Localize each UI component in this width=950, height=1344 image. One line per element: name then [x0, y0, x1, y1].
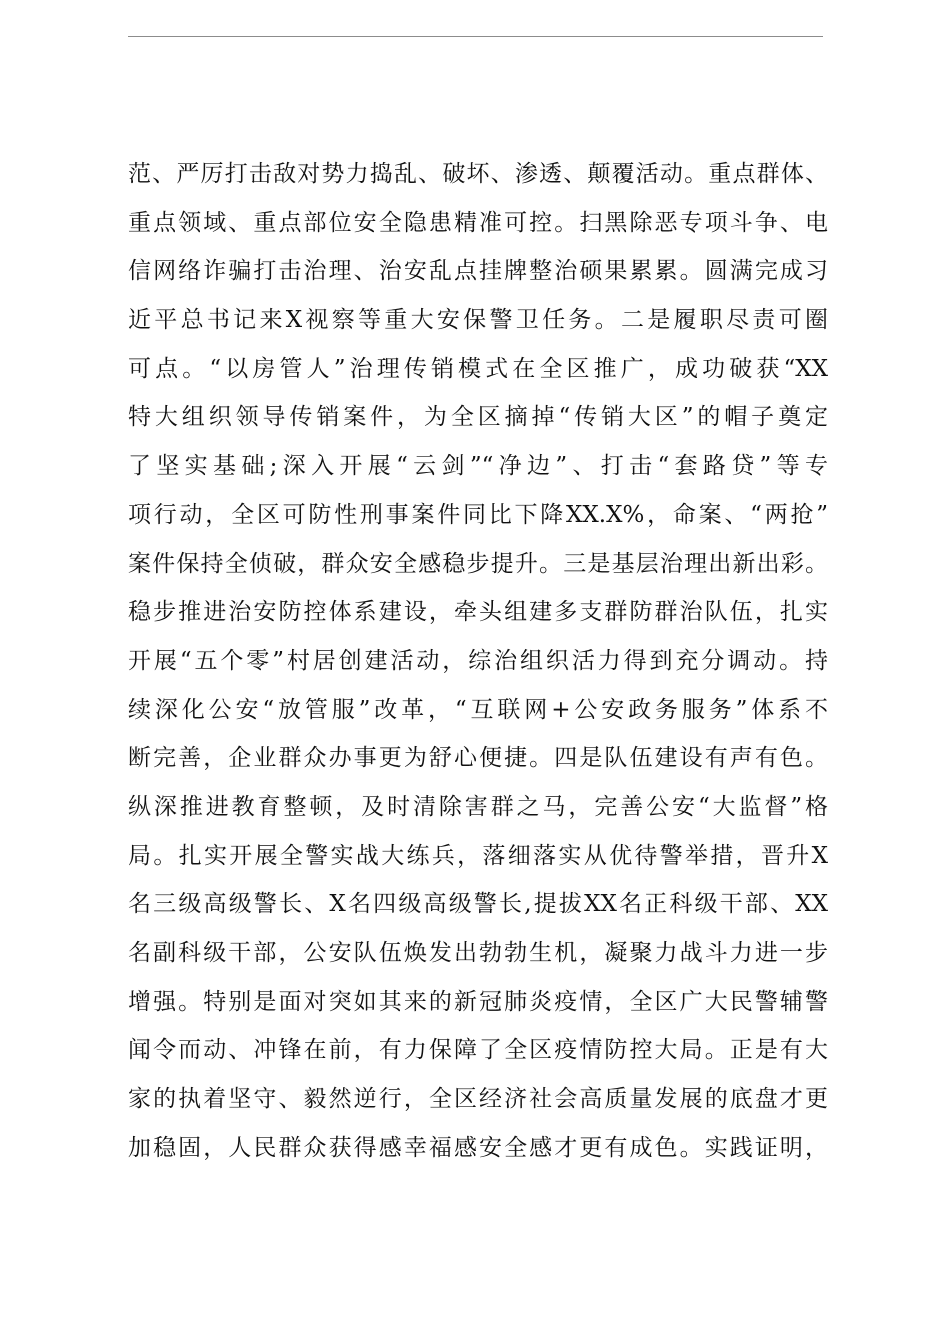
text-line: 纵深推进教育整顿，及时清除害群之马，完善公安“大监督”格 [128, 793, 828, 820]
text-line: 断完善，企业群众办事更为舒心便捷。四是队伍建设有声有色。 [128, 745, 828, 772]
text-line: 增强。特别是面对突如其来的新冠肺炎疫情，全区广大民警辅警 [128, 988, 828, 1015]
text-line: 稳步推进治安防控体系建设，牵头组建多支群防群治队伍，扎实 [128, 599, 828, 626]
text-line: 家的执着坚守、毅然逆行，全区经济社会高质量发展的底盘才更 [128, 1086, 828, 1113]
text-line: 特大组织领导传销案件，为全区摘掉“传销大区”的帽子奠定 [128, 404, 828, 431]
header-rule [128, 36, 823, 37]
text-line: 闻令而动、冲锋在前，有力保障了全区疫情防控大局。正是有大 [128, 1037, 828, 1064]
text-line: 开展“五个零”村居创建活动，综治组织活力得到充分调动。持 [128, 647, 828, 674]
text-line: 案件保持全侦破，群众安全感稳步提升。三是基层治理出新出彩。 [128, 550, 828, 577]
body-text [128, 150, 828, 1172]
text-line: 近平总书记来X视察等重大安保警卫任务。二是履职尽责可圈 [128, 307, 828, 334]
text-line: 项行动，全区可防性刑事案件同比下降XX.X%，命案、“两抢” [128, 501, 828, 528]
text-line: 局。扎实开展全警实战大练兵，落细落实从优待警举措，晋升X [128, 842, 828, 869]
text-line: 名三级高级警长、X名四级高级警长,提拔XX名正科级干部、XX [128, 891, 828, 918]
text-line: 范、严厉打击敌对势力捣乱、破坏、渗透、颠覆活动。重点群体、 [128, 161, 828, 187]
text-line: 信网络诈骗打击治理、治安乱点挂牌整治硕果累累。圆满完成习 [128, 258, 828, 285]
text-line: 续深化公安“放管服”改革，“互联网+公安政务服务”体系不 [128, 696, 828, 723]
text-line: 了坚实基础;深入开展“云剑”“净边”、打击“套路贷”等专 [128, 453, 828, 480]
text-line: 加稳固，人民群众获得感幸福感安全感才更有成色。实践证明， [128, 1134, 828, 1161]
text-line: 可点。“以房管人”治理传销模式在全区推广，成功破获“XX [128, 355, 828, 382]
text-line: 名副科级干部，公安队伍焕发出勃勃生机，凝聚力战斗力进一步 [128, 940, 828, 966]
text-line: 重点领域、重点部位安全隐患精准可控。扫黑除恶专项斗争、电 [128, 209, 828, 236]
